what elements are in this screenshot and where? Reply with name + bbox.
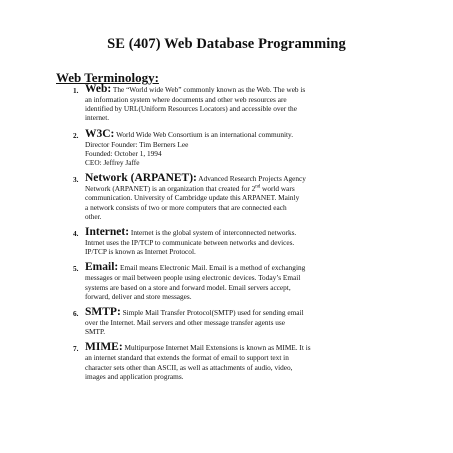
list-item-smtp: [73, 307, 401, 336]
list-item-arpanet: [73, 173, 401, 221]
item-term: Network (ARPANET):: [85, 172, 197, 185]
item-text-line: internet.: [85, 113, 110, 123]
item-text-line: communication. University of Cambridge update this ARPANET. Mainly: [85, 193, 300, 203]
item-term: W3C:: [85, 127, 115, 140]
item-term: MIME:: [85, 341, 123, 354]
item-number: 7.: [73, 344, 79, 354]
list-item-w3c: [73, 129, 401, 168]
list-item-email: [73, 262, 401, 301]
item-text-line: an information system where documents and other web resources are: [85, 95, 287, 104]
item-text-line: over the Internet. Mail servers and other message transfer agents use: [85, 318, 285, 328]
item-text-line: Email means Electronic Mail. Email is a method of exchanging: [118, 263, 306, 273]
terminology-list: [73, 84, 401, 387]
list-item-internet: [73, 227, 401, 256]
list-item-web: [73, 84, 401, 123]
item-text-line: Network (ARPANET) is an organization that created for 2: [85, 184, 256, 194]
item-number: 3.: [73, 175, 79, 185]
item-text-line: Advanced Research Projects Agency: [196, 174, 306, 184]
item-text-line: forward, deliver and store messages.: [85, 291, 192, 301]
item-text-line: Intrnet uses the IP/TCP to communicate between networks and devices.: [85, 238, 295, 248]
item-text-line: identified by URL(Uniform Resources Locators) and accessible over the: [85, 104, 297, 114]
section-heading: Web Terminology:: [56, 70, 159, 85]
item-number: 4.: [73, 229, 79, 239]
item-text-line: an internet standard that extends the format of email to support text in: [85, 353, 289, 363]
list-item-mime: [73, 342, 401, 381]
item-text-line: Simple Mail Transfer Protocol(SMTP) used for sending email: [120, 308, 304, 318]
item-text-line: systems are based on a store and forward model. Email servers accept,: [85, 282, 291, 292]
item-text-line: images and application programs.: [85, 371, 184, 381]
item-text-line: Internet is the global system of interconnected networks.: [129, 228, 297, 238]
page-title: SE (407) Web Database Programming: [107, 36, 346, 52]
item-term: Internet:: [85, 226, 130, 239]
item-text-line: SMTP.: [85, 327, 106, 337]
item-text-line: other.: [85, 211, 102, 221]
item-text-line: world wars: [260, 184, 295, 194]
item-term: Web:: [85, 83, 112, 95]
item-text-line: Multipurpose Internet Mail Extensions is known as MIME. It is: [122, 343, 311, 353]
item-text-line: The “World wide Web” commonly known as the Web. The web is: [111, 85, 306, 94]
item-text-line: IP/TCP is known as Internet Protocol.: [85, 247, 196, 257]
item-text-line: messages or mail between people using electronic devices. Today’s Email: [85, 273, 301, 283]
item-text-line: character sets other than ASCII, as well as attachments of audio, video,: [85, 362, 293, 372]
item-number: 6.: [73, 309, 79, 319]
item-text-line: CEO: Jeffrey Jaffe: [85, 158, 140, 168]
item-text-line: Founded: October 1, 1994: [85, 148, 162, 158]
item-number: 2.: [73, 130, 79, 140]
item-number: 1.: [73, 86, 79, 95]
superscript: nd: [255, 184, 261, 190]
item-term: SMTP:: [85, 306, 121, 319]
item-term: Email:: [85, 261, 119, 274]
item-text-line: Director Founder: Tim Berners Lee: [85, 139, 189, 149]
item-text-line: World Wide Web Consortium is an international community.: [114, 129, 294, 139]
item-text-line: a network consists of two or more computers that are connected each: [85, 202, 287, 212]
item-number: 5.: [73, 264, 79, 274]
